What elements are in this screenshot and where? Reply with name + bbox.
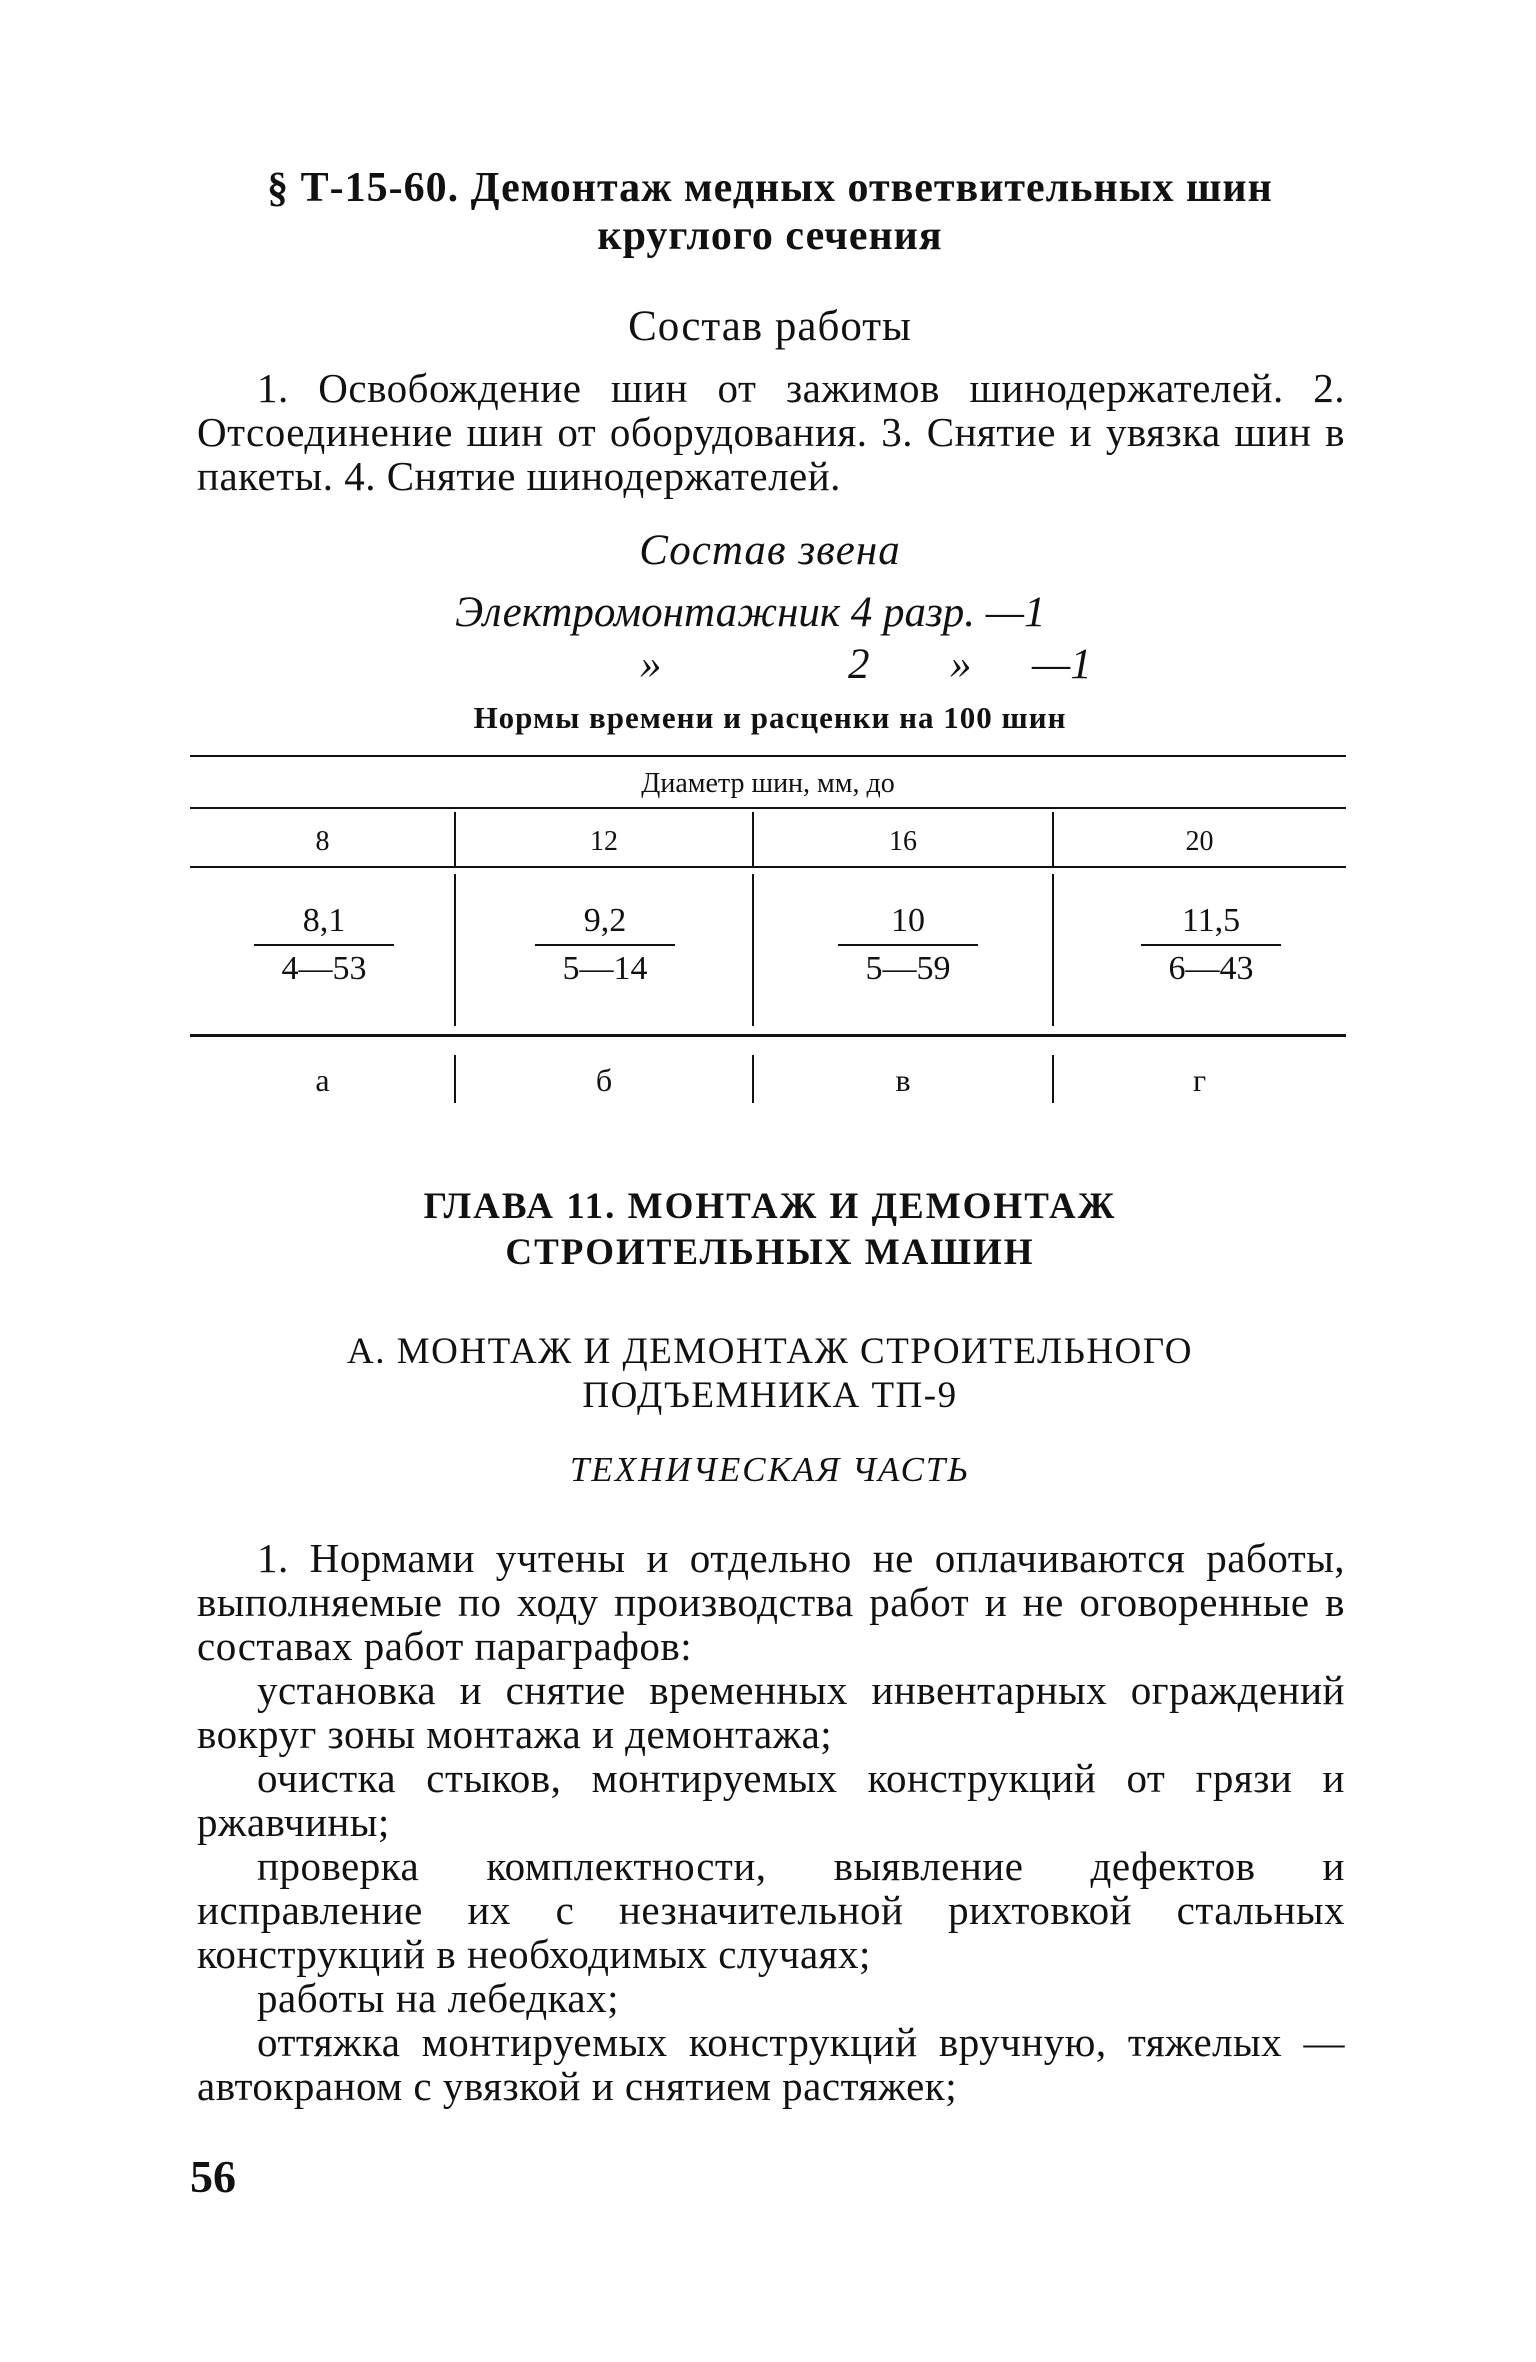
table-value-a [254,898,394,992]
crew-row-2-count: —1 [1032,641,1092,688]
chapter-title-line2: СТРОИТЕЛЬНЫХ МАШИН [505,1232,1035,1273]
crew-heading: Состав звена [639,527,901,574]
norm-value: 8,1 [254,898,394,946]
table-letter: б [595,1062,613,1098]
table-col-rule [190,866,1346,868]
norm-value: 9,2 [535,898,675,946]
table-divider [752,874,754,1026]
tech-list-item: оттяжка монтируемых конструкций вручную, тяжелых — автокраном с увязкой и снятием растяжек; [197,2019,1345,2109]
crew-row-2-ditto2: » [950,641,972,688]
rate-value: 5—59 [865,950,951,987]
table-divider [454,874,456,1026]
table-title: Нормы времени и расценки на 100 шин [473,700,1067,735]
table-body-rule [190,1034,1346,1037]
section-title-line1: § Т-15-60. Демонтаж медных ответвительных шин [267,165,1273,211]
table-divider [454,812,456,868]
rate-value: 5—14 [562,950,648,987]
norm-value: 11,5 [1141,898,1281,946]
table-col-header: 12 [590,826,618,857]
table-col-header: 8 [315,826,330,857]
table-divider [752,812,754,868]
page-number: 56 [190,2151,236,2202]
table-value-b [535,898,675,992]
tech-body [197,1536,1345,2108]
table-letter: в [895,1062,911,1098]
table-header: Диаметр шин, мм, до [641,768,895,799]
table-value-g [1141,898,1281,992]
part-title-line2: ПОДЪЕМНИКА ТП-9 [582,1375,958,1416]
table-col-header: 16 [889,826,917,857]
crew-row-2-grade: 2 [848,641,870,688]
table-value-v [838,898,978,992]
part-title [190,1330,1350,1418]
rate-value: 6—43 [1168,950,1254,987]
chapter-title [190,1184,1350,1276]
chapter-title-line1: ГЛАВА 11. МОНТАЖ И ДЕМОНТАЖ [423,1186,1117,1227]
table-divider [1052,812,1054,868]
table-divider [1052,1055,1054,1103]
norm-value: 10 [838,898,978,946]
rate-value: 4—53 [281,950,367,987]
table-col-header: 20 [1185,826,1214,857]
crew-row-2-ditto: » [640,641,662,688]
part-title-line1: А. МОНТАЖ И ДЕМОНТАЖ СТРОИТЕЛЬНОГО [347,1331,1193,1372]
table-letter: а [315,1062,330,1098]
table-divider [454,1055,456,1103]
table-divider [1052,874,1054,1026]
work-heading: Состав работы [628,303,912,350]
section-title-line2: круглого сечения [597,213,943,259]
tech-list-item: очистка стыков, монтируемых конструкций от грязи и ржавчины; [197,1755,1345,1845]
table-top-rule [190,755,1346,757]
table-letter: г [1192,1062,1207,1098]
tech-list-item: работы на лебедках; [257,1975,620,2021]
tech-paragraph: 1. Нормами учтены и отдельно не оплачиваются работы, выполняемые по ходу производства работ и не оговоренные в составах работ параграфов: [197,1535,1345,1669]
table-header-rule [190,807,1346,809]
work-text: 1. Освобождение шин от зажимов шинодержателей. 2. Отсоединение шин от оборудования. 3. Снятие и увязка шин в пакеты. 4. Снятие шинодержателей. [197,365,1345,499]
tech-list-item: проверка комплектности, выявление дефектов и исправление их с незначительной рихтовкой стальных конструкций в необходимых случаях; [197,1843,1345,1977]
tech-heading: ТЕХНИЧЕСКАЯ ЧАСТЬ [569,1450,971,1489]
table-divider [752,1055,754,1103]
crew-row-1: Электромонтажник 4 разр. —1 [455,589,1046,636]
tech-list-item: установка и снятие временных инвентарных ограждений вокруг зоны монтажа и демонтажа; [197,1667,1345,1757]
section-title [190,164,1350,260]
